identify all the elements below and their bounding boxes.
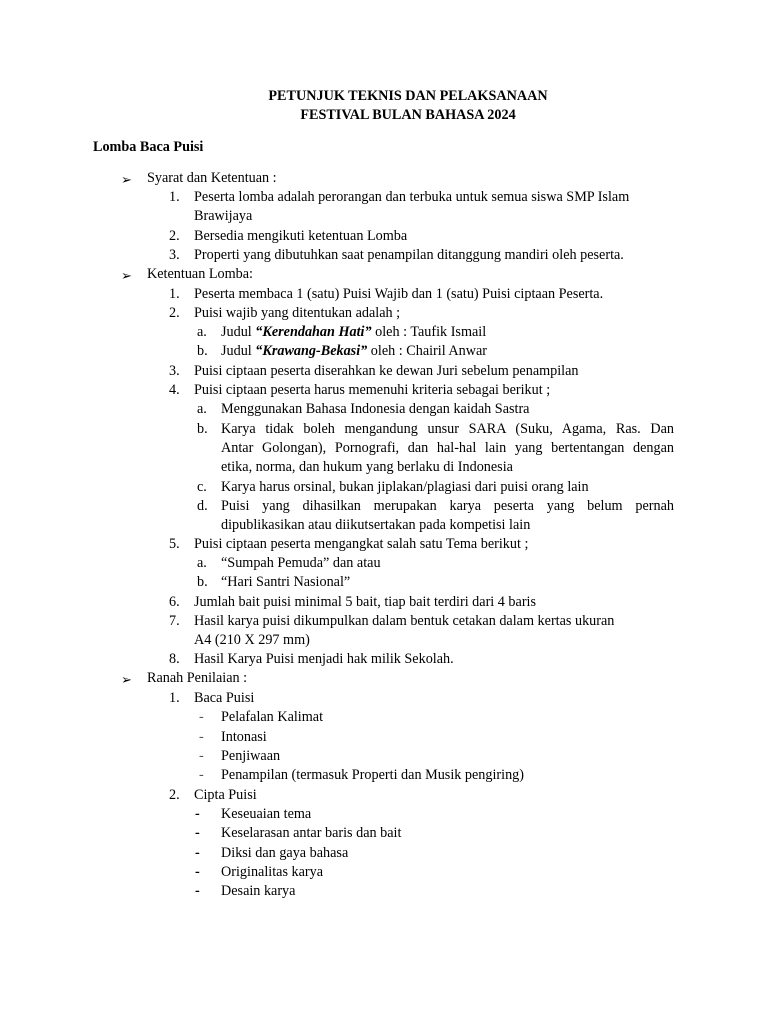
sub-letter: b. xyxy=(197,574,208,590)
sub-item-text: Puisi yang dihasilkan merupakan karya peserta yang belum pernah xyxy=(221,498,674,514)
dash-bullet: - xyxy=(195,806,200,822)
dash-bullet: - xyxy=(195,864,200,880)
list-item-text: Puisi wajib yang ditentukan adalah ; xyxy=(194,305,401,321)
sub-letter: a. xyxy=(197,401,207,417)
list-number: 2. xyxy=(169,228,180,244)
criteria-item: Originalitas karya xyxy=(221,864,324,880)
list-item-text: Puisi ciptaan peserta diserahkan ke dewan Juri sebelum penampilan xyxy=(194,363,579,379)
list-item-text: Baca Puisi xyxy=(194,690,255,706)
sub-letter: a. xyxy=(197,324,207,340)
list-item-text: Cipta Puisi xyxy=(194,787,257,803)
ketentuan-heading: Ketentuan Lomba: xyxy=(147,266,253,282)
criteria-item: Diksi dan gaya bahasa xyxy=(221,845,349,861)
sub-letter: a. xyxy=(197,555,207,571)
sub-item-text: “Sumpah Pemuda” dan atau xyxy=(221,555,381,571)
list-number: 3. xyxy=(169,363,180,379)
criteria-item: Desain karya xyxy=(221,883,296,899)
list-number: 5. xyxy=(169,536,180,552)
list-item-text: Puisi ciptaan peserta mengangkat salah satu Tema berikut ; xyxy=(194,536,529,552)
criteria-item: Penjiwaan xyxy=(221,748,281,764)
list-item-text: Puisi ciptaan peserta harus memenuhi kriteria sebagai berikut ; xyxy=(194,382,551,398)
criteria-item: Keseuaian tema xyxy=(221,806,312,822)
list-item-text: Peserta lomba adalah perorangan dan terbuka untuk semua siswa SMP Islam xyxy=(194,189,630,205)
sub-letter: b. xyxy=(197,343,208,359)
sub-item-text: etika, norma, dan hukum yang berlaku di Indonesia xyxy=(221,459,513,475)
dash-bullet: - xyxy=(195,883,200,899)
sub-letter: c. xyxy=(197,479,207,495)
bullet-arrow-icon: ➢ xyxy=(121,268,132,283)
criteria-item: Pelafalan Kalimat xyxy=(221,709,324,725)
list-item-text: A4 (210 X 297 mm) xyxy=(194,632,310,648)
list-number: 6. xyxy=(169,594,180,610)
list-item-text: Bersedia mengikuti ketentuan Lomba xyxy=(194,228,408,244)
poem-title: “Kerendahan Hati” xyxy=(255,324,372,340)
sub-letter: b. xyxy=(197,421,208,437)
list-item-text: Hasil karya puisi dikumpulkan dalam bentuk cetakan dalam kertas ukuran xyxy=(194,613,615,629)
list-item-text: Properti yang dibutuhkan saat penampilan ditanggung mandiri oleh peserta. xyxy=(194,247,624,263)
list-number: 7. xyxy=(169,613,180,629)
sub-item-text: Menggunakan Bahasa Indonesia dengan kaidah Sastra xyxy=(221,401,530,417)
sub-item-text: Karya tidak boleh mengandung unsur SARA (Suku, Agama, Ras. Dan xyxy=(221,421,674,437)
sub-item-text: “Hari Santri Nasional” xyxy=(221,574,351,590)
dash-bullet: - xyxy=(199,748,204,764)
list-number: 3. xyxy=(169,247,180,263)
sub-item-text: Antar Golongan), Pornografi, dan hal-hal lain yang bertentangan dengan xyxy=(221,440,674,456)
sub-item-text: Judul “Kerendahan Hati” oleh : Taufik Ismail xyxy=(221,324,487,340)
criteria-item: Keselarasan antar baris dan bait xyxy=(221,825,402,841)
dash-bullet: - xyxy=(195,825,200,841)
list-number: 4. xyxy=(169,382,180,398)
list-number: 2. xyxy=(169,305,180,321)
list-item-text: Hasil Karya Puisi menjadi hak milik Sekolah. xyxy=(194,651,454,667)
poem-title: “Krawang-Bekasi” xyxy=(255,343,368,359)
list-number: 2. xyxy=(169,787,180,803)
sub-item-text: dipublikasikan atau diikutsertakan pada kompetisi lain xyxy=(221,517,531,533)
criteria-item: Penampilan (termasuk Properti dan Musik pengiring) xyxy=(221,767,525,783)
list-item-text: Jumlah bait puisi minimal 5 bait, tiap bait terdiri dari 4 baris xyxy=(194,594,537,610)
bullet-arrow-icon: ➢ xyxy=(121,172,132,187)
dash-bullet: - xyxy=(199,709,204,725)
list-number: 1. xyxy=(169,690,180,706)
criteria-item: Intonasi xyxy=(221,729,267,745)
section-title: Lomba Baca Puisi xyxy=(93,139,204,155)
list-number: 1. xyxy=(169,286,180,302)
dash-bullet: - xyxy=(199,729,204,745)
sub-letter: d. xyxy=(197,498,208,514)
doc-title-line2: FESTIVAL BULAN BAHASA 2024 xyxy=(300,107,516,123)
bullet-arrow-icon: ➢ xyxy=(121,672,132,687)
sub-item-text: Karya harus orsinal, bukan jiplakan/plagiasi dari puisi orang lain xyxy=(221,479,589,495)
list-number: 1. xyxy=(169,189,180,205)
syarat-heading: Syarat dan Ketentuan : xyxy=(147,170,277,186)
sub-item-text: Judul “Krawang-Bekasi” oleh : Chairil Anwar xyxy=(221,343,488,359)
dash-bullet: - xyxy=(199,767,204,783)
doc-title-line1: PETUNJUK TEKNIS DAN PELAKSANAAN xyxy=(268,88,548,104)
dash-bullet: - xyxy=(195,845,200,861)
list-number: 8. xyxy=(169,651,180,667)
ranah-heading: Ranah Penilaian : xyxy=(147,670,248,686)
list-item-text: Brawijaya xyxy=(194,208,253,224)
list-item-text: Peserta membaca 1 (satu) Puisi Wajib dan 1 (satu) Puisi ciptaan Peserta. xyxy=(194,286,604,302)
